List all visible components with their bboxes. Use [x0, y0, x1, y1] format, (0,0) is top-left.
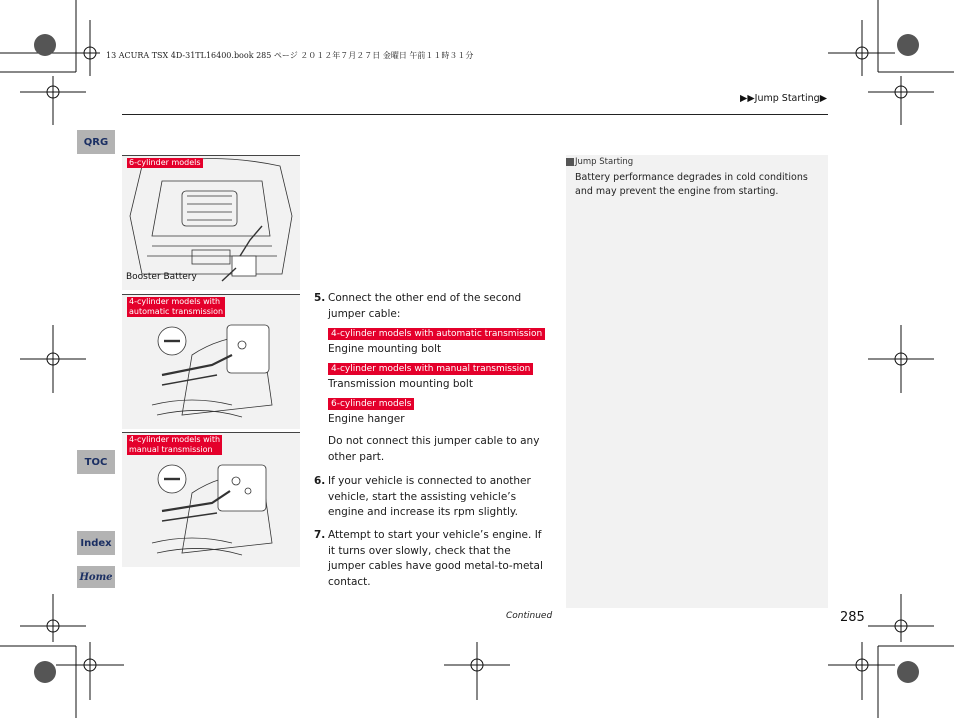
breadcrumb[interactable] — [740, 93, 827, 104]
qrg-button[interactable]: QRG — [77, 130, 115, 154]
side-note-body: Battery performance degrades in cold conditions and may prevent the engine from starting. — [575, 172, 808, 197]
variant-text-engine-hanger: Engine hanger — [328, 413, 405, 425]
side-note — [566, 155, 828, 608]
step-text: Attempt to start your vehicle’s engine. If it turns over slowly, check that the jumper cables have good metal-to-metal contact. — [328, 529, 543, 588]
figure-tag-line2: manual transmission — [129, 445, 213, 454]
figure-tag-line1: 4-cylinder models with — [129, 297, 221, 306]
step-number: 6. — [314, 475, 326, 487]
variant-tag-6-cylinder: 6-cylinder models — [328, 398, 414, 410]
figure-tag: 6-cylinder models — [129, 158, 201, 167]
step-6 — [314, 474, 550, 521]
breadcrumb-end-arrow: ▶ — [819, 93, 827, 104]
variant-tag-automatic: 4-cylinder models with automatic transmission — [328, 328, 545, 340]
figure-4-cylinder-manual — [122, 432, 300, 567]
booster-battery-label: Booster Battery — [126, 272, 197, 282]
figure-tag-line1: 4-cylinder models with — [129, 435, 221, 444]
breadcrumb-label[interactable]: Jump Starting — [754, 93, 820, 104]
variant-text-transmission-mounting-bolt: Transmission mounting bolt — [328, 378, 473, 390]
figure-tag — [127, 435, 222, 455]
step-text: Connect the other end of the second jumper cable: — [328, 292, 522, 320]
step-5-warning: Do not connect this jumper cable to any other part. — [328, 435, 540, 463]
side-note-title-text: Jump Starting — [575, 157, 634, 167]
step-5 — [314, 291, 550, 322]
figure-tag-line2: automatic transmission — [129, 307, 224, 316]
home-button[interactable]: Home — [77, 566, 115, 588]
variant-tag-manual: 4-cylinder models with manual transmission — [328, 363, 533, 375]
side-note-title[interactable] — [566, 157, 633, 167]
note-reference-icon — [566, 158, 574, 166]
variant-text-engine-mounting-bolt: Engine mounting bolt — [328, 343, 442, 355]
step-number: 7. — [314, 529, 326, 541]
toc-button[interactable]: TOC — [77, 450, 115, 474]
figure-tag — [127, 297, 225, 317]
figure-6-cylinder — [122, 155, 300, 290]
figure-4-cylinder-automatic — [122, 294, 300, 429]
step-text: If your vehicle is connected to another vehicle, start the assisting vehicle’s engine and increase its rpm slightly. — [328, 475, 531, 518]
continued-label: Continued — [506, 611, 553, 621]
header-rule — [122, 114, 828, 115]
step-number: 5. — [314, 292, 326, 304]
step-7 — [314, 528, 550, 590]
breadcrumb-arrows: ▶▶ — [740, 93, 755, 104]
index-button[interactable]: Index — [77, 531, 115, 555]
print-header: 13 ACURA TSX 4D-31TL16400.book 285 ページ ２０１２年７月２７日 金曜日 午前１１時３１分 — [106, 51, 474, 60]
page-number: 285 — [840, 610, 865, 625]
engine-bay-illustration — [122, 156, 300, 290]
